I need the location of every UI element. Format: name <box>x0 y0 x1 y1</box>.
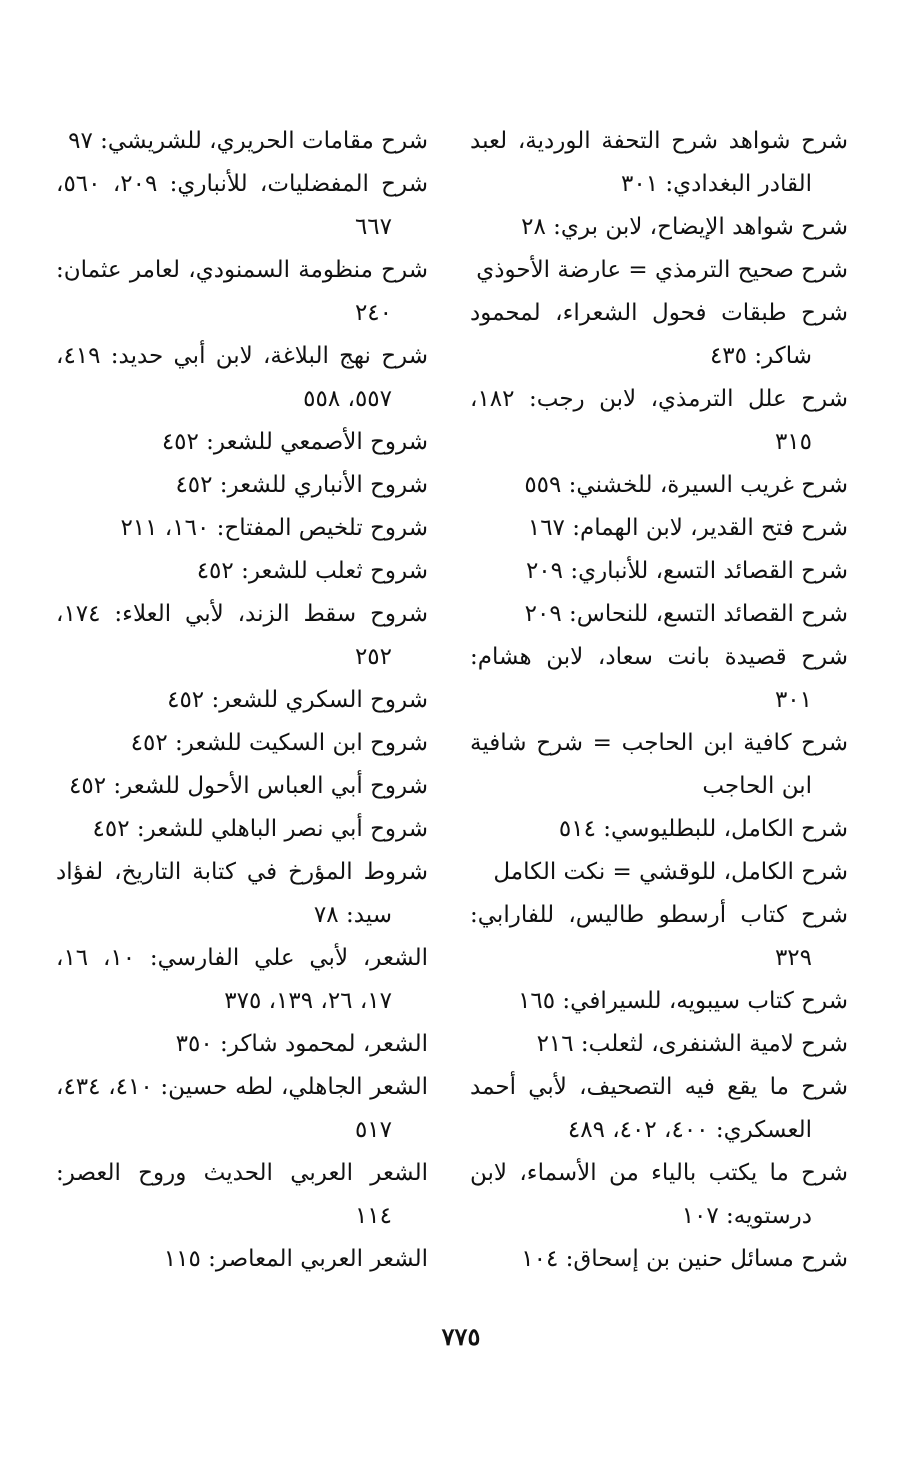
index-entry: شرح نهج البلاغة، لابن أبي حديد: ٤١٩، ٥٥٧، ٥٥٨ <box>56 343 428 412</box>
index-entry: شروط المؤرخ في كتابة التاريخ، لفؤاد سيد: ٧٨ <box>56 859 428 928</box>
index-entry: الشعر العربي المعاصر: ١١٥ <box>163 1246 428 1272</box>
index-entry: شروح الأنباري للشعر: ٤٥٢ <box>175 472 428 498</box>
index-column-right <box>470 120 848 1281</box>
index-entry: شروح سقط الزند، لأبي العلاء: ١٧٤، ٢٥٢ <box>56 601 428 670</box>
index-entry: شروح أبي العباس الأحول للشعر: ٤٥٢ <box>68 773 428 799</box>
index-entry: شروح تلخيص المفتاح: ١٦٠، ٢١١ <box>120 515 428 541</box>
index-column-left <box>56 120 428 1281</box>
index-entry: شرح كافية ابن الحاجب = شرح شافية ابن الحاجب <box>470 730 848 799</box>
index-entry: شرح قصيدة بانت سعاد، لابن هشام: ٣٠١ <box>470 644 848 713</box>
index-entry: شرح القصائد التسع، للأنباري: ٢٠٩ <box>525 558 848 584</box>
index-entry: شرح طبقات فحول الشعراء، لمحمود شاكر: ٤٣٥ <box>470 300 848 369</box>
index-entry: شروح أبي نصر الباهلي للشعر: ٤٥٢ <box>92 816 428 842</box>
index-entry: شرح مسائل حنين بن إسحاق: ١٠٤ <box>521 1246 848 1272</box>
index-entry: شرح فتح القدير، لابن الهمام: ١٦٧ <box>527 515 848 541</box>
index-entry: شرح ما يقع فيه التصحيف، لأبي أحمد العسكري: ٤٠٠، ٤٠٢، ٤٨٩ <box>470 1074 848 1143</box>
index-entry: شرح شواهد شرح التحفة الوردية، لعبد القادر البغدادي: ٣٠١ <box>470 128 848 197</box>
index-entry: الشعر، لأبي علي الفارسي: ١٠، ١٦، ١٧، ٢٦، ١٣٩، ٣٧٥ <box>56 945 429 1014</box>
index-entry: شرح كتاب سيبويه، للسيرافي: ١٦٥ <box>518 988 848 1014</box>
index-entry: شروح ابن السكيت للشعر: ٤٥٢ <box>130 730 428 756</box>
index-entry: شرح الكامل، للوقشي = نكت الكامل <box>493 859 848 885</box>
page-number: ٧٧٥ <box>441 1322 481 1351</box>
index-entry: شروح السكري للشعر: ٤٥٢ <box>167 687 428 713</box>
index-entry: شروح الأصمعي للشعر: ٤٥٢ <box>161 429 428 455</box>
index-entry: شرح علل الترمذي، لابن رجب: ١٨٢، ٣١٥ <box>470 386 848 455</box>
index-entry: الشعر الجاهلي، لطه حسين: ٤١٠، ٤٣٤، ٥١٧ <box>56 1074 428 1143</box>
index-entry: شرح المفضليات، للأنباري: ٢٠٩، ٥٦٠، ٦٦٧ <box>56 171 428 240</box>
index-entry: الشعر العربي الحديث وروح العصر: ١١٤ <box>56 1160 428 1229</box>
index-entry: شرح ما يكتب بالياء من الأسماء، لابن درستويه: ١٠٧ <box>470 1160 848 1229</box>
index-entry: شرح الكامل، للبطليوسي: ٥١٤ <box>558 816 848 842</box>
index-entry: شرح مقامات الحريري، للشريشي: ٩٧ <box>68 128 428 154</box>
index-entry: الشعر، لمحمود شاكر: ٣٥٠ <box>175 1031 428 1057</box>
index-entry: شرح شواهد الإيضاح، لابن بري: ٢٨ <box>521 214 848 240</box>
index-entry: شرح غريب السيرة، للخشني: ٥٥٩ <box>524 472 848 498</box>
index-entry: شرح لامية الشنفرى، لثعلب: ٢١٦ <box>536 1031 848 1057</box>
index-entry: شرح القصائد التسع، للنحاس: ٢٠٩ <box>524 601 848 627</box>
index-entry: شرح كتاب أرسطو طاليس، للفارابي: ٣٢٩ <box>470 902 848 971</box>
index-entry: شروح ثعلب للشعر: ٤٥٢ <box>196 558 428 584</box>
index-entry: شرح صحيح الترمذي = عارضة الأحوذي <box>476 257 848 283</box>
index-entry: شرح منظومة السمنودي، لعامر عثمان: ٢٤٠ <box>56 257 428 326</box>
